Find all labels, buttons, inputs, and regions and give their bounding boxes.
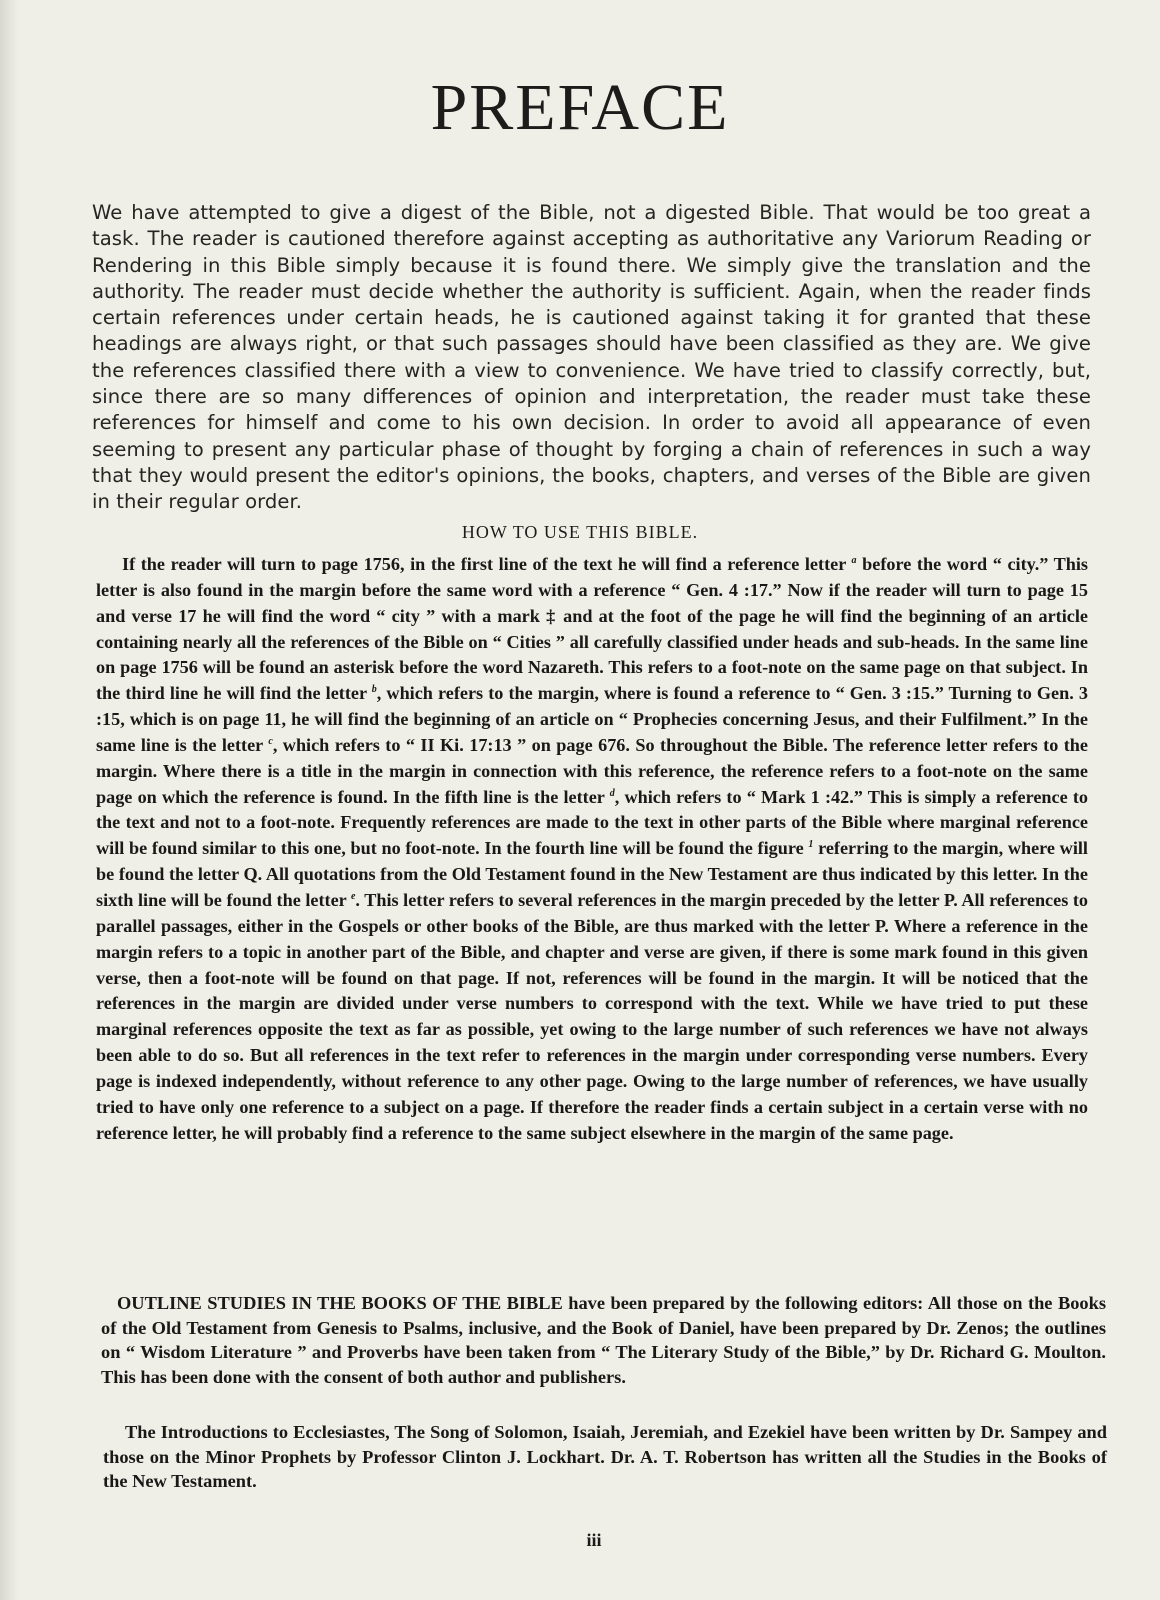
reference-mark: b — [371, 684, 377, 696]
howto-text-segment: , which refers to the margin, where is found a reference to “ Gen. 3 :15.” Turning to Gen. 3 :15, which is on page 11, he will find the beginning of an article on “ Prophecies concerning Jesus, and their Fulfilment.” In the same line is the letter — [96, 683, 1088, 755]
reference-mark: a — [851, 554, 857, 566]
intro-paragraph: We have attempted to give a digest of the Bible, not a digested Bible. That would be too great a task. The reader is cautioned therefore against accepting as authoritative any Variorum Reading or Rendering in this Bible simply because it is found there. We simply give the translation and the authority. The reader must decide whether the authority is sufficient. Again, when the reader finds certain references under certain heads, he is cautioned against taking it for granted that these headings are always right, or that such passages should have been classified as they are. We give the references classified there with a view to convenience. We have tried to classify correctly, but, since there are so many differences of opinion and interpretation, the reader must take these references for himself and come to his own decision. In order to avoid all appearance of even seeming to present any particular phase of thought by forging a chain of references in such a way that they would present the editor's opinions, the books, chapters, and verses of the Bible are given in their regular order. — [92, 201, 1091, 514]
how-to-use-paragraph — [96, 552, 1088, 1146]
howto-text-segment: . This letter refers to several references in the margin preceded by the letter P. All references to parallel passages, either in the Gospels or other books of the Bible, are thus marked with the letter P. Where a reference in the margin refers to a topic in another part of the Bible, and chapter and verse are given, if there is some mark found in this given verse, then a foot-note will be found on that page. If not, references will be found in the margin. It will be noticed that the references in the margin are divided under verse numbers to correspond with the text. While we have tried to put these marginal references opposite the text as far as possible, yet owing to the large number of such references we have not always been able to do so. But all references in the text refer to references in the margin under corresponding verse numbers. Every page is indexed independently, without reference to any other page. Owing to the large number of references, we have usually tried to have only one reference to a subject on a page. If therefore the reader finds a certain subject in a certain verse with no reference letter, he will probably find a reference to the same subject elsewhere in the margin of the same page. — [96, 889, 1088, 1143]
how-to-use-heading: HOW TO USE THIS BIBLE. — [461, 522, 699, 542]
page-title: PREFACE — [430, 71, 730, 144]
howto-text-segment: If the reader will turn to page 1756, in the first line of the text he will find a reference letter — [122, 554, 852, 574]
reference-mark: c — [268, 735, 273, 747]
page-gutter-shadow — [0, 0, 18, 1600]
reference-mark: d — [609, 787, 615, 799]
reference-mark: e — [350, 890, 356, 902]
howto-text-segment: , which refers to “ II Ki. 17:13 ” on page 676. So throughout the Bible. The reference letter refers to the margin. Where there is a title in the margin in connection with this reference, the reference refers to a foot-note on the same page on which the reference is found. In the fifth line is the letter — [96, 734, 1088, 807]
introductions-paragraph: The Introductions to Ecclesiastes, The Song of Solomon, Isaiah, Jeremiah, and Ezekiel have been written by Dr. Sampey and those on the Minor Prophets by Professor Clinton J. Lockhart. Dr. A. T. Robertson has written all the Studies in the Books of the New Testament. — [103, 1422, 1107, 1491]
reference-mark: 1 — [808, 839, 814, 851]
howto-text-segment: before the word “ city.” This letter is also found in the margin before the same word with a reference “ Gen. 4 :17.” Now if the reader will turn to page 15 and verse 17 he will find the word “ city ” with a mark ‡ and at the foot of the page he will find the beginning of an article containing nearly all the references of the Bible on “ Cities ” all carefully classified under heads and sub-heads. In the same line on page 1756 will be found an asterisk before the word Nazareth. This refers to a foot-note on the same page on that subject. In the third line he will find the letter — [96, 554, 1088, 704]
howto-text-segment: referring to the margin, where will be found the letter Q. All quotations from the Old Testament found in the New Testament are thus indicated by this letter. In the sixth line will be found the letter — [96, 838, 1088, 910]
outline-studies-paragraph: OUTLINE STUDIES IN THE BOOKS OF THE BIBLE have been prepared by the following editors: All those on the Books of the Old Testament from Genesis to Psalms, inclusive, and the Book of Daniel, have been prepared by Dr. Zenos; the outlines on “ Wisdom Literature ” and Proverbs have been taken from “ The Literary Study of the Bible,” by Dr. Richard G. Moulton. This has been done with the consent of both author and publishers. — [101, 1293, 1106, 1387]
page-number: iii — [586, 1530, 602, 1550]
howto-text-segment: , which refers to “ Mark 1 :42.” This is simply a reference to the text and not to a foot-note. Frequently references are made to the text in other parts of the Bible where marginal reference will be found similar to this one, but no foot-note. In the fourth line will be found the figure — [96, 786, 1088, 859]
